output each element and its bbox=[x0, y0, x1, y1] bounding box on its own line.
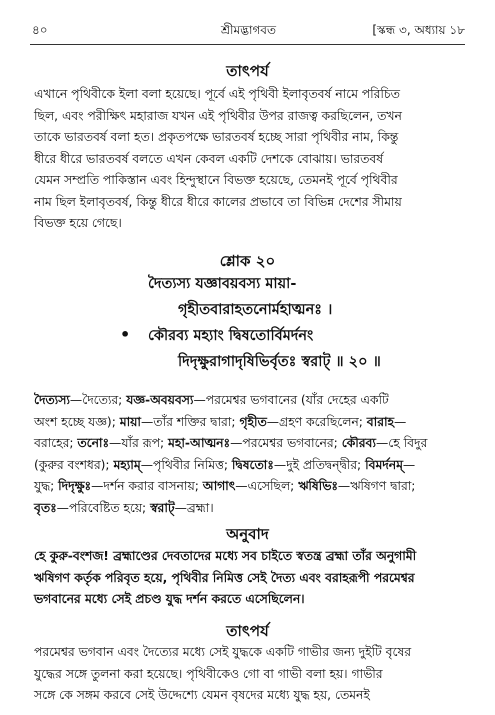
chapter-reference: [স্কন্ধ ৩, অধ্যায় ১৮ bbox=[372, 23, 465, 37]
verse-line: কৌরব্য মহ্যাং দ্বিষতোর্বিমর্দনং bbox=[148, 328, 314, 344]
purport-heading-2: তাৎপর্য bbox=[226, 622, 269, 640]
page-number: ৪০ bbox=[32, 23, 48, 37]
margin-dot: • bbox=[120, 325, 131, 344]
purport-heading: তাৎপর্য bbox=[226, 62, 269, 80]
purport-line: যেমন সম্প্রতি পাকিস্তান এবং হিন্দুস্থানে বিভক্ত হয়েছে, তেমনই পূর্বে পৃথিবীর bbox=[34, 173, 398, 187]
translation-line: ঋষিগণ কর্তৃক পরিবৃত হয়ে, পৃথিবীর নিমিত্ত সেই দৈত্য এবং বরাহরূপী পরমেশ্বর bbox=[34, 570, 415, 585]
purport-line: পরমেশ্বর ভগবান এবং দৈত্যের মধ্যে সেই যুদ্ধকে একটি গাভীর জন্য দুইটি বৃষের bbox=[34, 645, 411, 659]
translation-line: হে কুরু-বংশজ! ব্রহ্মাণ্ডের দেবতাদের মধ্যে সব চাইতে স্বতন্ত্র ব্রহ্মা তাঁর অনুগামী bbox=[34, 549, 417, 563]
purport-line: ছিল, এবং পরীক্ষিৎ মহারাজ যখন এই পৃথিবীর উপর রাজত্ব করছিলেন, তখন bbox=[34, 108, 402, 123]
purport-paragraph-2 bbox=[34, 642, 465, 707]
header-rule bbox=[30, 44, 465, 45]
synonyms-paragraph bbox=[34, 390, 465, 519]
page-header bbox=[32, 22, 465, 42]
synonym-line: বৃতঃ—পরিবেষ্টিত হয়ে; স্বরাট্—ব্রহ্মা। bbox=[34, 500, 214, 515]
purport-line: নাম ছিল ইলাবৃতবর্ষ, কিন্তু ধীরে ধীরে কালের প্রভাবে তা বিভিন্ন দেশের সীমায় bbox=[34, 194, 402, 209]
synonym-line: (কুরুর বংশধর); মহ্যাম্—পৃথিবীর নিমিত্ত; দ্বিষতোঃ—দুই প্রতিদ্বন্দ্বীর; বিমর্দনম্— bbox=[34, 457, 416, 472]
purport-line: সঙ্গে কে সঙ্গম করবে সেই উদ্দেশ্যে যেমন বৃষদের মধ্যে যুদ্ধ হয়, তেমনই bbox=[34, 688, 370, 702]
synonym-line: বরাহের; তনোঃ—যাঁর রূপ; মহা-আত্মনঃ—পরমেশ্বর ভগবানের; কৌরব্য—হে বিদুর bbox=[34, 436, 428, 450]
purport-line: ধীরে ধীরে ভারতবর্ষ বলতে এখন কেবল একটি দেশকে বোঝায়। ভারতবর্ষ bbox=[34, 151, 383, 166]
translation-heading: অনুবাদ bbox=[226, 525, 269, 543]
verse-line: গৃহীতবারাহতনোর্মহাত্মনঃ । bbox=[178, 302, 333, 318]
verse-line: দিদৃক্ষুরাগাদৃষিভির্বৃতঃ স্বরাট্ ॥ ২০ ॥ bbox=[178, 354, 381, 370]
synonym-line: অংশ হচ্ছে যজ্ঞ); মায়া—তাঁর শক্তির দ্বারা; গৃহীত—গ্রহণ করেছিলেন; বারাহ— bbox=[34, 414, 407, 429]
translation-line: ভগবানের মধ্যে সেই প্রচণ্ড যুদ্ধ দর্শন করতে এসেছিলেন। bbox=[34, 592, 305, 606]
purport-paragraph bbox=[34, 84, 465, 235]
verse-line: দৈত্যস্য যজ্ঞাবয়বস্য মায়া- bbox=[148, 276, 297, 292]
verse-title: শ্লোক ২০ bbox=[219, 252, 276, 270]
purport-line: তাকে ভারতবর্ষ বলা হত। প্রকৃতপক্ষে ভারতবর্ষ হচ্ছে সারা পৃথিবীর নাম, কিন্তু bbox=[34, 130, 399, 144]
purport-line: এখানে পৃথিবীকে ইলা বলা হয়েছে। পূর্বে এই পৃথিবী ইলাবৃতবর্ষ নামে পরিচিত bbox=[34, 87, 400, 101]
purport-line: বিভক্ত হয়ে গেছে। bbox=[34, 216, 122, 230]
translation-paragraph bbox=[34, 546, 465, 611]
synonym-line: যুদ্ধ; দিদৃক্ষুঃ—দর্শন করার বাসনায়; আগাৎ—এসেছিল; ঋষিভিঃ—ঋষিগণ দ্বারা; bbox=[34, 479, 416, 493]
purport-line: যুদ্ধের সঙ্গে তুলনা করা হয়েছে। পৃথিবীকেও গো বা গাভী বলা হয়। গাভীর bbox=[34, 666, 383, 681]
book-title: শ্রীমদ্ভাগবত bbox=[220, 23, 276, 37]
synonym-line: দৈত্যস্য—দৈত্যের; যজ্ঞ-অবয়বস্য—পরমেশ্বর ভগবানের (যাঁর দেহের একটি bbox=[34, 393, 389, 407]
